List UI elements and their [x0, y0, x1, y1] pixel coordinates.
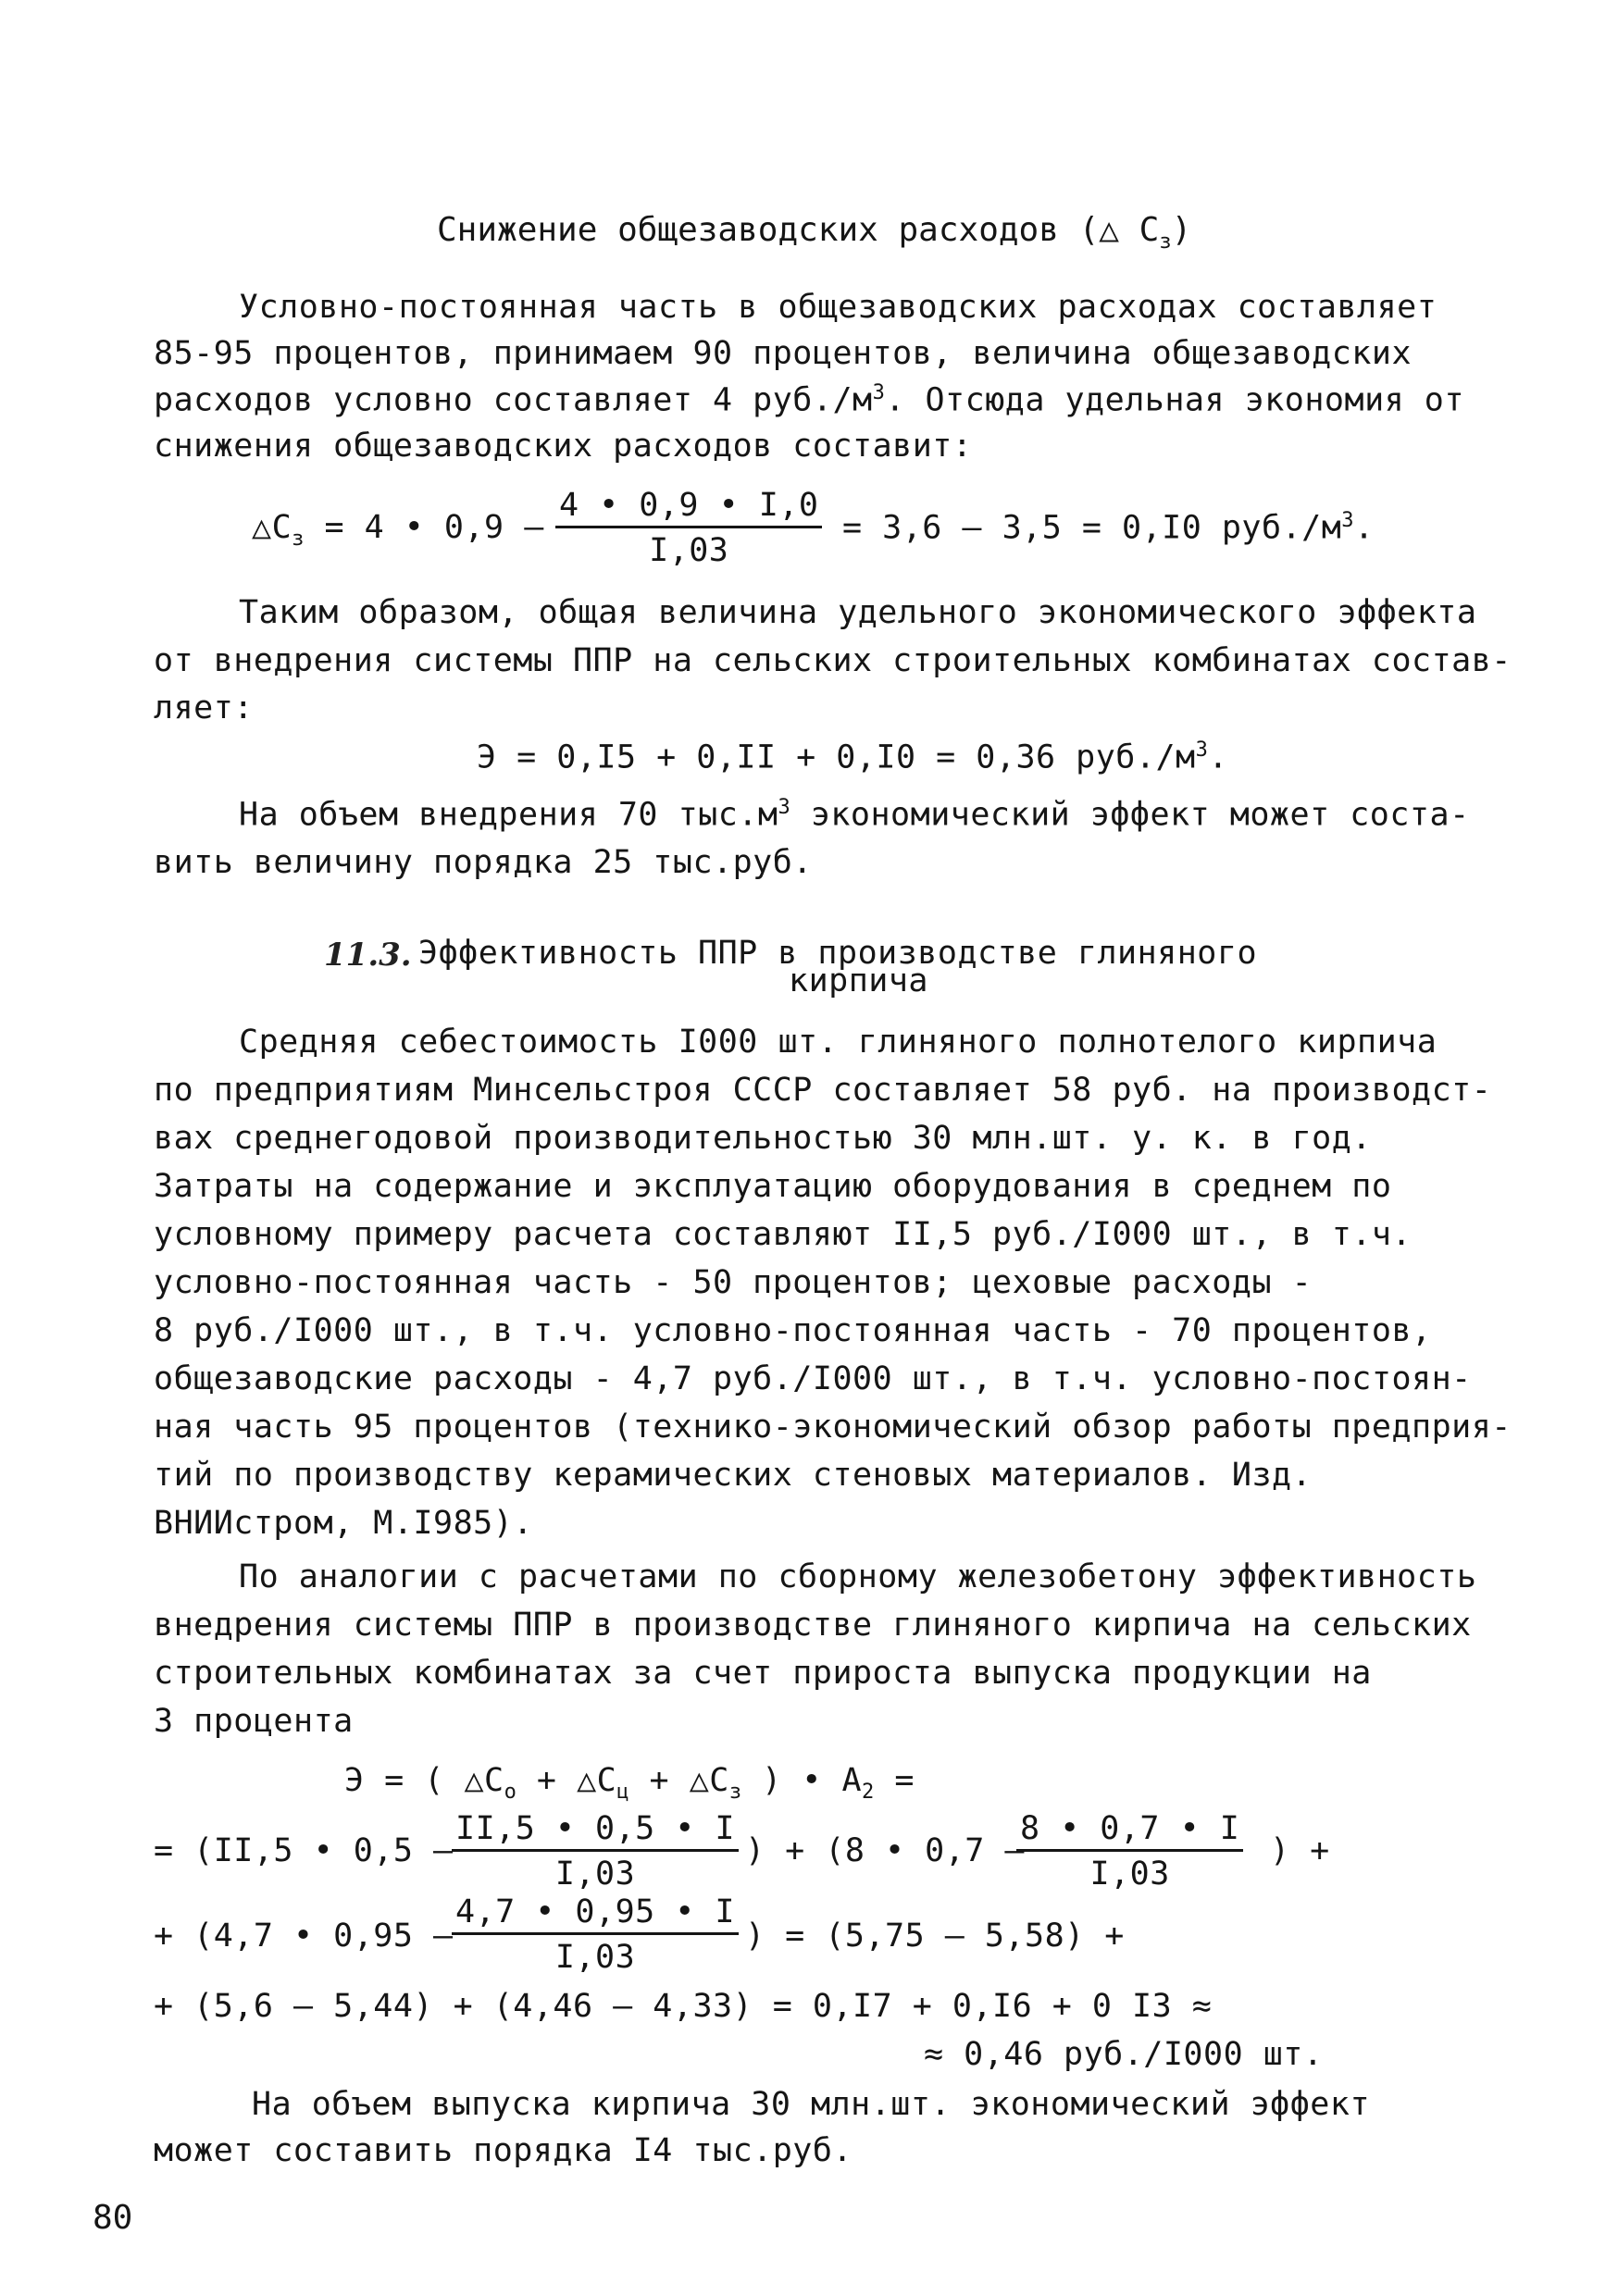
equation-1-rhs: = 3,6 – 3,5 = 0,I0 $руб./м^3$.	[842, 509, 1375, 547]
para6-line: На объем выпуска кирпича 30 млн.шт. экономический эффект	[252, 2086, 1371, 2123]
para4-line: 8 руб./I000 шт., в т.ч. условно-постоянная часть - 70 процентов,	[154, 1312, 1432, 1349]
equation-3-line2-post: ) +	[1270, 1832, 1330, 1869]
equation-3-line5: ≈ 0,46 руб./I000 шт.	[924, 2036, 1324, 2073]
equation-1-lhs: $\triangle C_з = 4$ • 0,9 –	[252, 509, 544, 551]
equation-3-line2-pre: = (II,5 • 0,5 –	[154, 1832, 454, 1869]
para4-line: ная часть 95 процентов (технико-экономический обзор работы предприя-	[154, 1409, 1512, 1446]
para4-line: тий по производству керамических стеновых материалов. Изд.	[154, 1457, 1313, 1494]
equation-1-fraction: $\frac{4 • 0,9 • I,0}{I,03}$	[555, 487, 822, 569]
para4-line: по предприятиям Минсельстроя СССР составляет 58 руб. на производст-	[154, 1072, 1492, 1109]
para4-line: ВНИИстром, М.I985).	[154, 1505, 533, 1542]
equation-3-line1: Э = ( $\triangle C_о$ + $\triangle C_ц$ + $\triangle C_з$ ) • $A_2$ =	[344, 1762, 915, 1804]
para1-line: расходов условно составляет 4 $руб./м^3$. Отсюда удельная экономия от	[154, 381, 1464, 419]
equation-3-line3-pre: + (4,7 • 0,95 –	[154, 1917, 454, 1955]
section-title-line2: кирпича	[789, 962, 929, 999]
equation-3-line4: + (5,6 – 5,44) + (4,46 – 4,33) = 0,I7 + 0,I6 + 0 I3 ≈	[154, 1988, 1213, 2025]
equation-3-fraction-2: $\frac{8 • 0,7 • I}{I,03}$	[1016, 1810, 1243, 1893]
page-number: 80	[93, 2199, 133, 2237]
para4-line: Затраты на содержание и эксплуатацию оборудования в среднем по	[154, 1168, 1392, 1205]
para5-line: строительных комбинатах за счет прироста выпуска продукции на	[154, 1655, 1372, 1692]
para1-line: снижения общезаводских расходов составит:	[154, 428, 973, 465]
para5-line: По аналогии с расчетами по сборному железобетону эффективность	[239, 1558, 1477, 1595]
para4-line: общезаводские расходы - 4,7 руб./I000 шт., в т.ч. условно-постоян-	[154, 1360, 1472, 1397]
para4-line: условному примеру расчета составляют II,5 руб./I000 шт., в т.ч.	[154, 1216, 1413, 1253]
para2-line: Таким образом, общая величина удельного экономического эффекта	[239, 594, 1477, 631]
equation-3-fraction-1: $\frac{II,5 • 0,5 • I}{I,03}$	[452, 1810, 739, 1893]
para5-line: внедрения системы ППР в производстве глиняного кирпича на сельских	[154, 1607, 1472, 1644]
para5-line: 3 процента	[154, 1703, 354, 1740]
para1-line: 85-95 процентов, принимаем 90 процентов, величина общезаводских	[154, 335, 1413, 372]
para3-line: На объем внедрения 70 $тыс.м^3$ экономический эффект может соста-	[239, 796, 1470, 834]
section-title-line1: Эффективность ППР в производстве глиняного	[418, 935, 1258, 972]
section-heading: Снижение общезаводских расходов (△ $C_з$)	[437, 211, 1192, 254]
para4-line: Средняя себестоимость I000 шт. глиняного полнотелого кирпича	[239, 1024, 1438, 1061]
equation-3-line3-post: ) = (5,75 – 5,58) +	[745, 1917, 1125, 1955]
para2-line: от внедрения системы ППР на сельских строительных комбинатах состав-	[154, 642, 1512, 679]
para2-line: ляет:	[154, 689, 254, 726]
para4-line: условно-постоянная часть - 50 процентов; цеховые расходы -	[154, 1264, 1313, 1301]
equation-3-fraction-3: $\frac{4,7 • 0,95 • I}{I,03}$	[452, 1893, 739, 1976]
para6-line: может составить порядка I4 тыс.руб.	[154, 2132, 853, 2169]
para1-line: Условно-постоянная часть в общезаводских расходах составляет	[239, 289, 1438, 326]
section-number: 11.3.	[324, 937, 412, 974]
equation-2: Э = 0,I5 + 0,II + 0,I0 = 0,36 $руб./м^3$.	[477, 738, 1228, 776]
para4-line: вах среднегодовой производительностью 30 млн.шт. у. к. в год.	[154, 1120, 1372, 1157]
para3-line: вить величину порядка 25 тыс.руб.	[154, 844, 813, 881]
equation-3-line2-mid: ) + (8 • 0,7 –	[745, 1832, 1026, 1869]
